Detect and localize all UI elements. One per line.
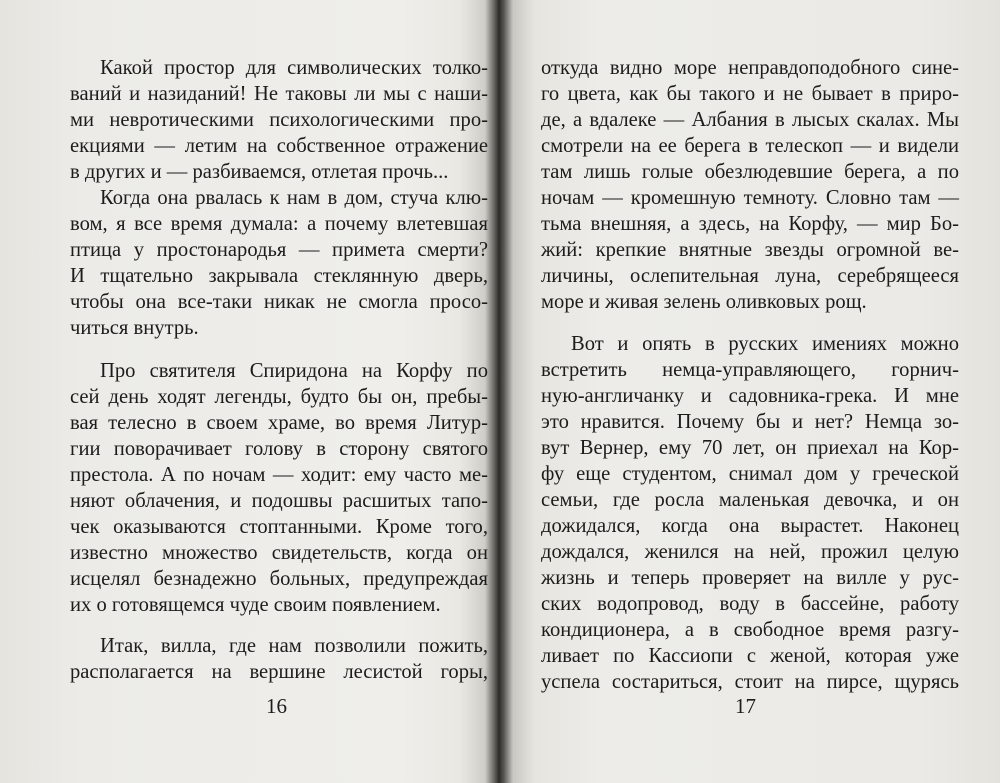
text-line: Вот и опять в русских имениях можно (571, 333, 959, 355)
text-line: ливает по Кассиопи с женой, которая уже (541, 645, 959, 667)
text-line: располагается на вершине лесистой горы, (70, 661, 488, 683)
text-line: их о готовящемся чуде своим появлением. (70, 594, 441, 616)
text-line: Итак, вилла, где нам позволили пожить, (100, 635, 488, 657)
text-line: семьи, где росла маленькая девочка, и он (541, 489, 959, 511)
text-line: ваний и назиданий! Не таковы ли мы с наши- (70, 83, 488, 105)
left-page (0, 0, 495, 783)
text-line: личины, ослепительная луна, серебрящееся (541, 265, 959, 287)
text-line: Про святителя Спиридона на Корфу по (100, 360, 488, 382)
text-line: гии поворачивает голову в сторону святого (70, 438, 488, 460)
text-line: няют облачения, и подошвы расшитых тапо- (70, 490, 488, 512)
text-line: исцелял безнадежно больных, предупреждая (70, 568, 488, 590)
text-line: дождался, женился на ней, прожил целую (541, 541, 959, 563)
text-line: дожидался, когда она вырастет. Наконец (541, 515, 959, 537)
text-line: тьма внешняя, а здесь, на Корфу, — мир Бо- (541, 213, 959, 235)
text-line: это нравится. Почему бы и нет? Немца зо- (541, 411, 959, 433)
text-line: смотрели на ее берега в телескоп — и видели (541, 135, 959, 157)
text-line: успела состариться, стоит на пирсе, щурясь (541, 671, 959, 693)
text-line: откуда видно море неправдоподобного сине- (541, 57, 959, 79)
text-line: в других и — разбиваемся, отлетая прочь... (70, 161, 449, 183)
text-line: ночам — кромешную темноту. Словно там — (541, 187, 959, 209)
page-number: 16 (266, 694, 287, 718)
text-line: ми невротическими психологическими про- (70, 109, 488, 131)
text-line: птица у простонародья — примета смерти? (70, 239, 488, 261)
text-line: чек оказываются стоптанными. Кроме того, (70, 516, 488, 538)
text-line: встретить немца-управляющего, горнич- (541, 359, 959, 381)
text-line: вут Вернер, ему 70 лет, он приехал на Кор- (541, 437, 959, 459)
text-line: де, а вдалеке — Албания в лысых скалах. Мы (541, 109, 959, 131)
text-line: Когда она рвалась к нам в дом, стуча клю- (100, 187, 488, 209)
text-line: И тщательно закрывала стеклянную дверь, (70, 265, 488, 287)
text-line: море и живая зелень оливковых рощ. (541, 291, 867, 313)
text-line: жизнь и теперь проверяет на вилле у рус- (541, 567, 959, 589)
text-line: известно множество свидетельств, когда он (70, 542, 488, 564)
text-line: читься внутрь. (70, 317, 199, 339)
text-line: ную-англичанку и садовника-грека. И мне (541, 385, 959, 407)
right-page (510, 0, 1000, 783)
text-line: кондиционера, а в свободное время разгу- (541, 619, 959, 641)
text-line: там лишь голые обезлюдевшие берега, а по (541, 161, 959, 183)
text-line: вая телесно в своем храме, во время Литур- (70, 412, 488, 434)
text-line: вом, я все время думала: а почему влетевшая (70, 213, 488, 235)
text-line: екциями — летим на собственное отражение (70, 135, 488, 157)
text-line: жий: крепкие внятные звезды огромной ве- (541, 239, 959, 261)
text-line: го цвета, как бы такого и не бывает в приро- (541, 83, 959, 105)
page-number: 17 (735, 694, 756, 718)
text-line: фу еще студентом, снимал дом у греческой (541, 463, 959, 485)
text-line: сей день ходят легенды, будто бы он, пребы- (70, 386, 488, 408)
text-line: престола. А по ночам — ходит: ему часто ме- (70, 464, 488, 486)
text-line: ских водопровод, воду в бассейне, работу (541, 593, 959, 615)
text-line: чтобы она все-таки никак не смогла просо- (70, 291, 488, 313)
text-line: Какой простор для символических толко- (100, 57, 488, 79)
